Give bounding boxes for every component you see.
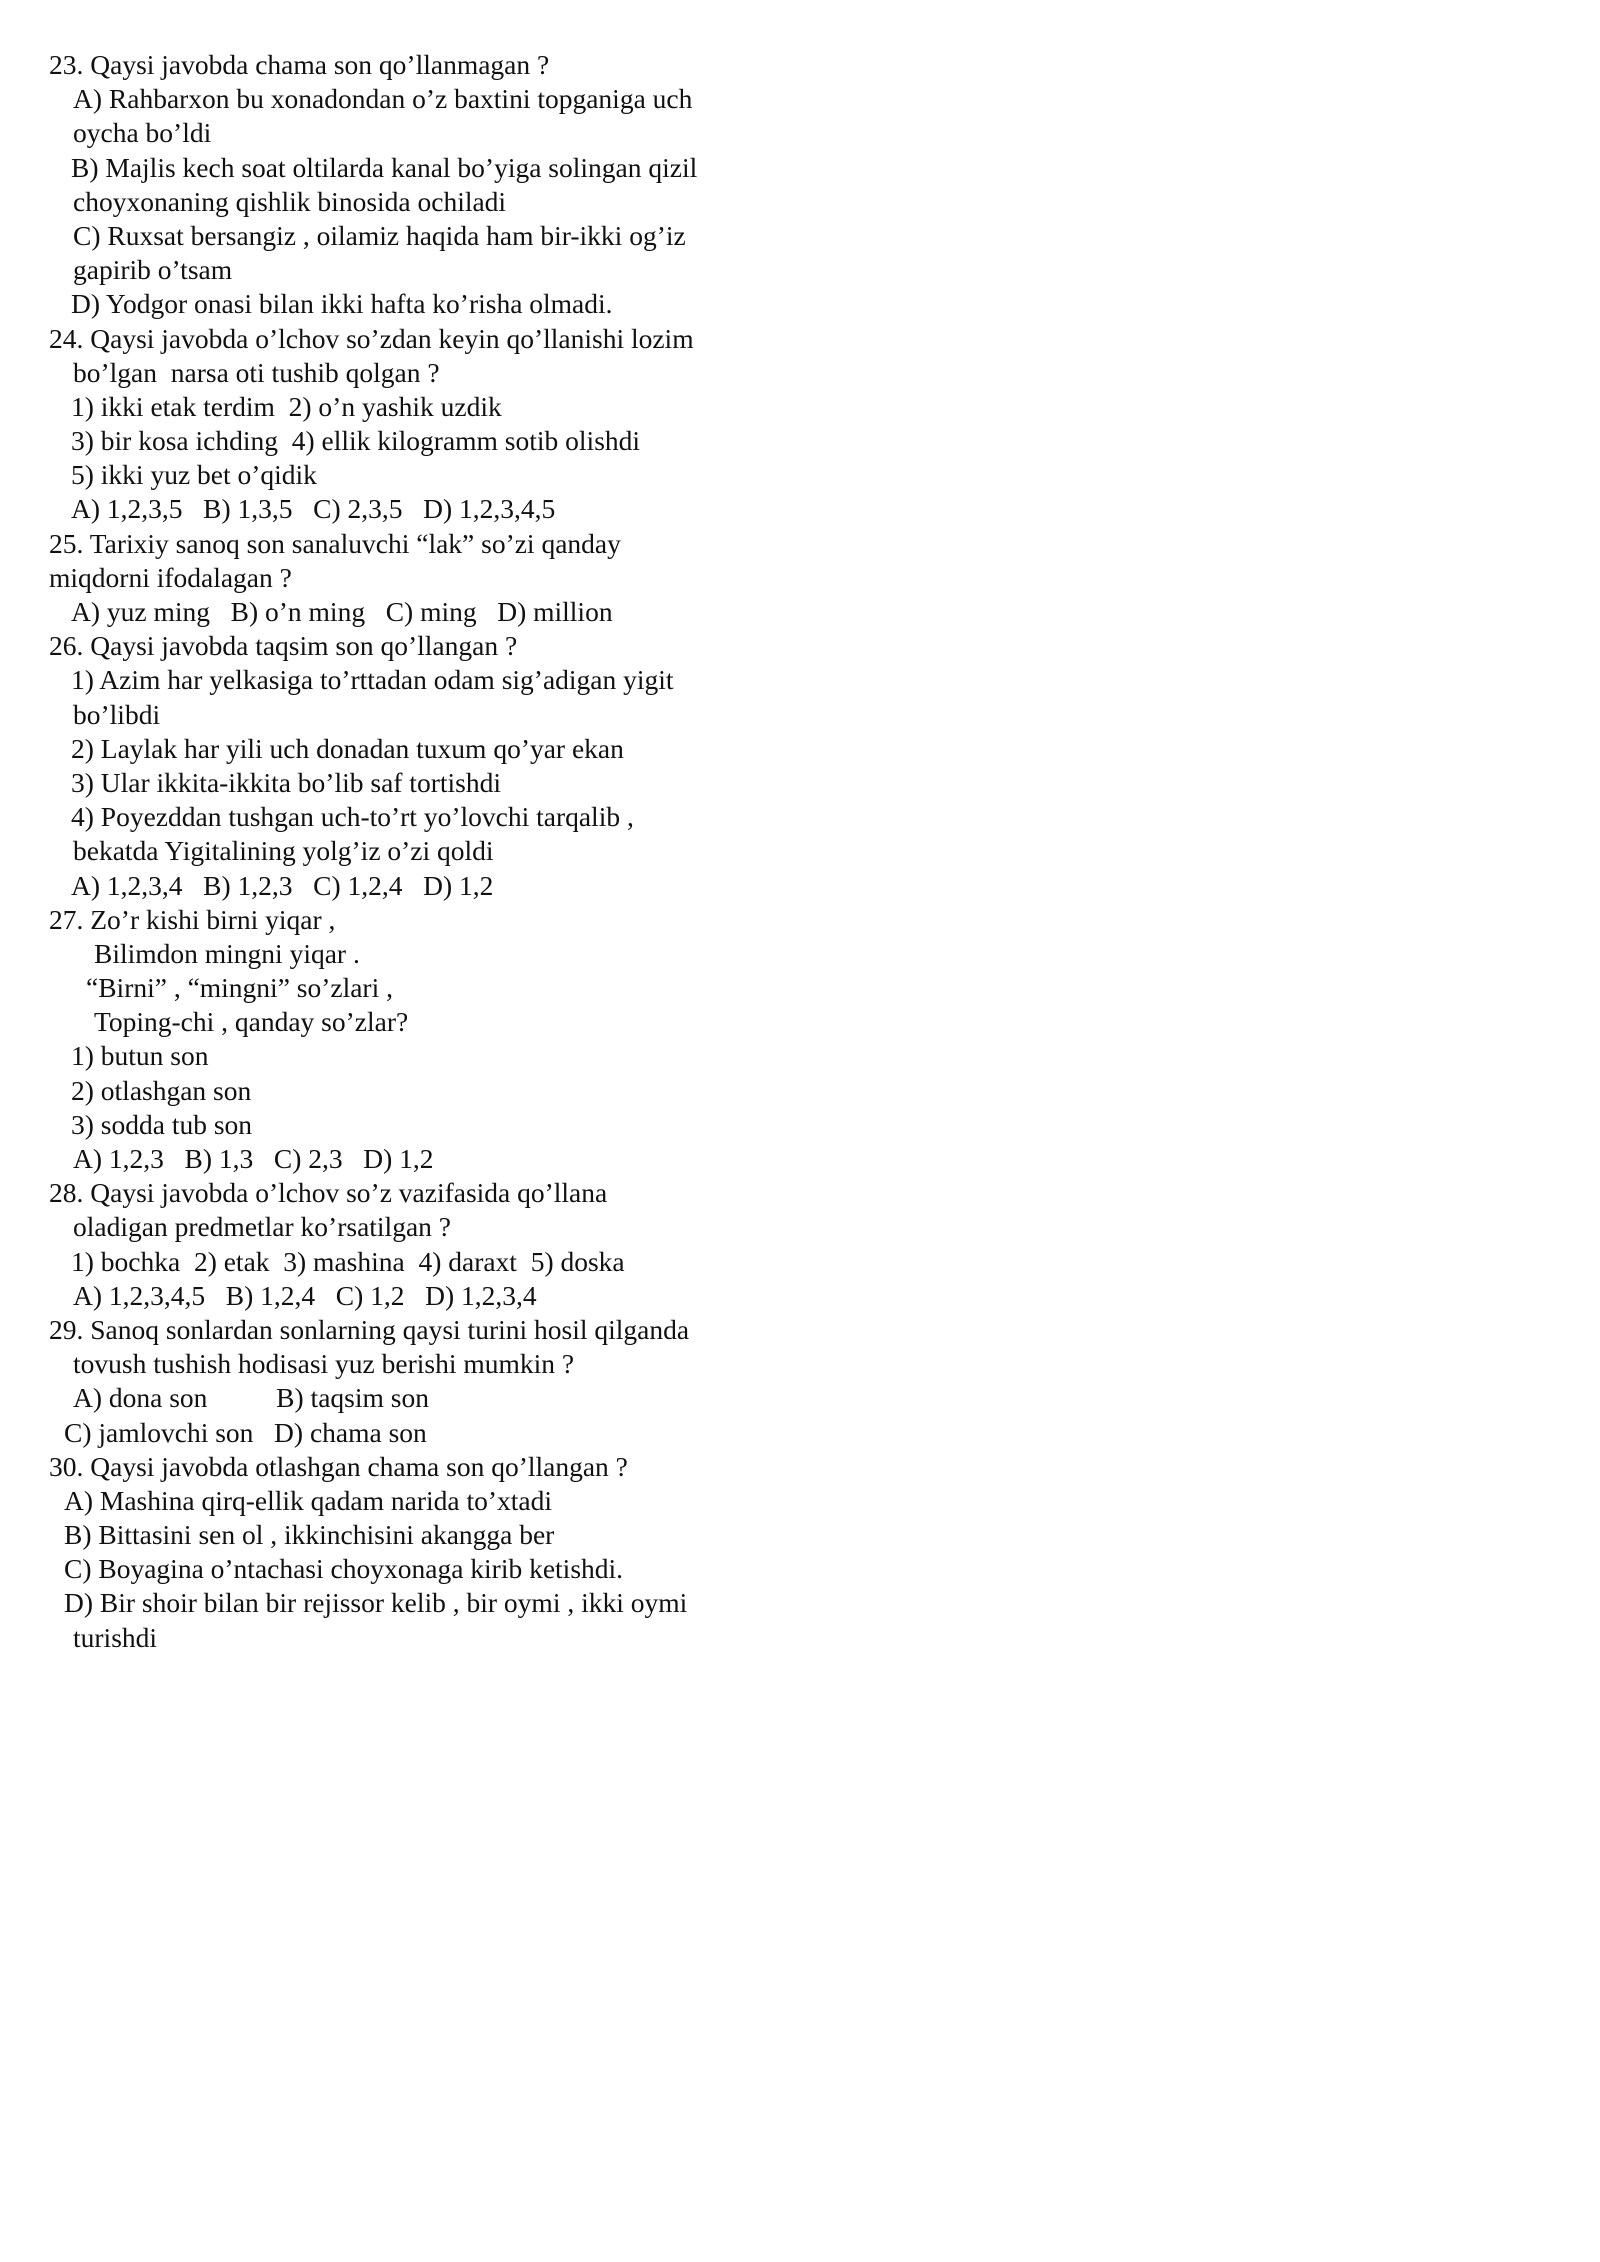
question-27 — [49, 903, 809, 1177]
question-23 — [49, 48, 809, 322]
option-a-continuation: oycha bo’ldi — [73, 117, 212, 149]
statement-line: 1) ikki etak terdim 2) o’n yashik uzdik — [71, 390, 502, 422]
answer-options: A) 1,2,3,5 B) 1,3,5 C) 2,3,5 D) 1,2,3,4,5 — [71, 493, 556, 525]
question-28-prompt-continuation: oladigan predmetlar ko’rsatilgan ? — [73, 1211, 451, 1243]
statement-line: 3) bir kosa ichding 4) ellik kilogramm sotib olishdi — [71, 425, 641, 457]
option-c-line: C) Ruxsat bersangiz , oilamiz haqida ham bir-ikki og’iz — [73, 219, 686, 251]
statement-line: 2) Laylak har yili uch donadan tuxum qo’yar ekan — [71, 732, 624, 764]
question-30-prompt: 30. Qaysi javobda otlashgan chama son qo’llangan ? — [49, 1450, 628, 1482]
statement-line: 1) bochka 2) etak 3) mashina 4) daraxt 5) doska — [71, 1245, 625, 1277]
statement-line: 2) otlashgan son — [71, 1074, 252, 1106]
answer-options: A) 1,2,3 B) 1,3 C) 2,3 D) 1,2 — [73, 1143, 434, 1174]
statement-line: 1) Azim har yelkasiga to’rttadan odam sig’adigan yigit — [71, 664, 674, 696]
question-30 — [49, 1450, 809, 1655]
statement-line: 3) Ular ikkita-ikkita bo’lib saf tortishdi — [71, 766, 501, 798]
option-d-line: D) Bir shoir bilan bir rejissor kelib , bir oymi , ikki oymi — [64, 1587, 688, 1619]
question-24 — [49, 322, 809, 527]
question-list — [49, 48, 809, 1655]
poem-line: “Birni” , “mingni” so’zlari , — [86, 972, 393, 1004]
question-26 — [49, 629, 809, 903]
statement-line: 5) ikki yuz bet o’qidik — [71, 459, 317, 491]
option-b-line: B) Majlis kech soat oltilarda kanal bo’yiga solingan qizil — [71, 151, 698, 183]
option-d-line: D) Yodgor onasi bilan ikki hafta ko’risha olmadi. — [71, 288, 613, 320]
answer-options: C) jamlovchi son D) chama son — [64, 1416, 427, 1448]
question-28 — [49, 1176, 809, 1313]
question-28-prompt: 28. Qaysi javobda o’lchov so’z vazifasida qo’llana — [49, 1177, 608, 1209]
option-b-continuation: choyxonaning qishlik binosida ochiladi — [73, 185, 507, 217]
answer-options: A) 1,2,3,4 B) 1,2,3 C) 1,2,4 D) 1,2 — [71, 869, 494, 901]
question-27-prompt: 27. Zo’r kishi birni yiqar , — [49, 903, 336, 935]
question-29-prompt-continuation: tovush tushish hodisasi yuz berishi mumkin ? — [73, 1348, 575, 1380]
option-a-line: A) Rahbarxon bu xonadondan o’z baxtini topganiga uch — [73, 83, 693, 115]
poem-line: Bilimdon mingni yiqar . — [94, 937, 360, 969]
question-29-prompt: 29. Sanoq sonlardan sonlarning qaysi turini hosil qilganda — [49, 1313, 690, 1345]
question-29 — [49, 1313, 809, 1450]
option-d-continuation: turishdi — [73, 1621, 158, 1653]
statement-line: 3) sodda tub son — [71, 1108, 253, 1140]
option-a-line: A) Mashina qirq-ellik qadam narida to’xtadi — [64, 1484, 552, 1516]
option-b-line: B) Bittasini sen ol , ikkinchisini akangga ber — [64, 1519, 555, 1551]
question-24-prompt: 24. Qaysi javobda o’lchov so’zdan keyin qo’llanishi lozim — [49, 322, 694, 354]
question-23-prompt: 23. Qaysi javobda chama son qo’llanmagan ? — [49, 49, 550, 80]
question-25-prompt: 25. Tarixiy sanoq son sanaluvchi “lak” so’zi qanday — [49, 527, 621, 559]
statement-line: 4) Poyezddan tushgan uch-to’rt yo’lovchi tarqalib , — [71, 801, 634, 833]
poem-line: Toping-chi , qanday so’zlar? — [94, 1006, 409, 1038]
question-25-prompt-continuation: miqdorni ifodalagan ? — [49, 561, 292, 593]
statement-continuation: bekatda Yigitalining yolg’iz o’zi qoldi — [73, 835, 494, 867]
question-26-prompt: 26. Qaysi javobda taqsim son qo’llangan ? — [49, 630, 518, 662]
option-c-line: C) Boyagina o’ntachasi choyxonaga kirib ketishdi. — [64, 1553, 624, 1585]
answer-options: A) yuz ming B) o’n ming C) ming D) million — [71, 596, 613, 627]
answer-options: A) dona son B) taqsim son — [73, 1382, 429, 1414]
question-24-prompt-continuation: bo’lgan narsa oti tushib qolgan ? — [73, 356, 440, 388]
question-25 — [49, 527, 809, 630]
answer-options: A) 1,2,3,4,5 B) 1,2,4 C) 1,2 D) 1,2,3,4 — [73, 1279, 537, 1311]
statement-line: 1) butun son — [71, 1040, 209, 1072]
option-c-continuation: gapirib o’tsam — [73, 254, 233, 286]
statement-continuation: bo’libdi — [73, 698, 161, 730]
